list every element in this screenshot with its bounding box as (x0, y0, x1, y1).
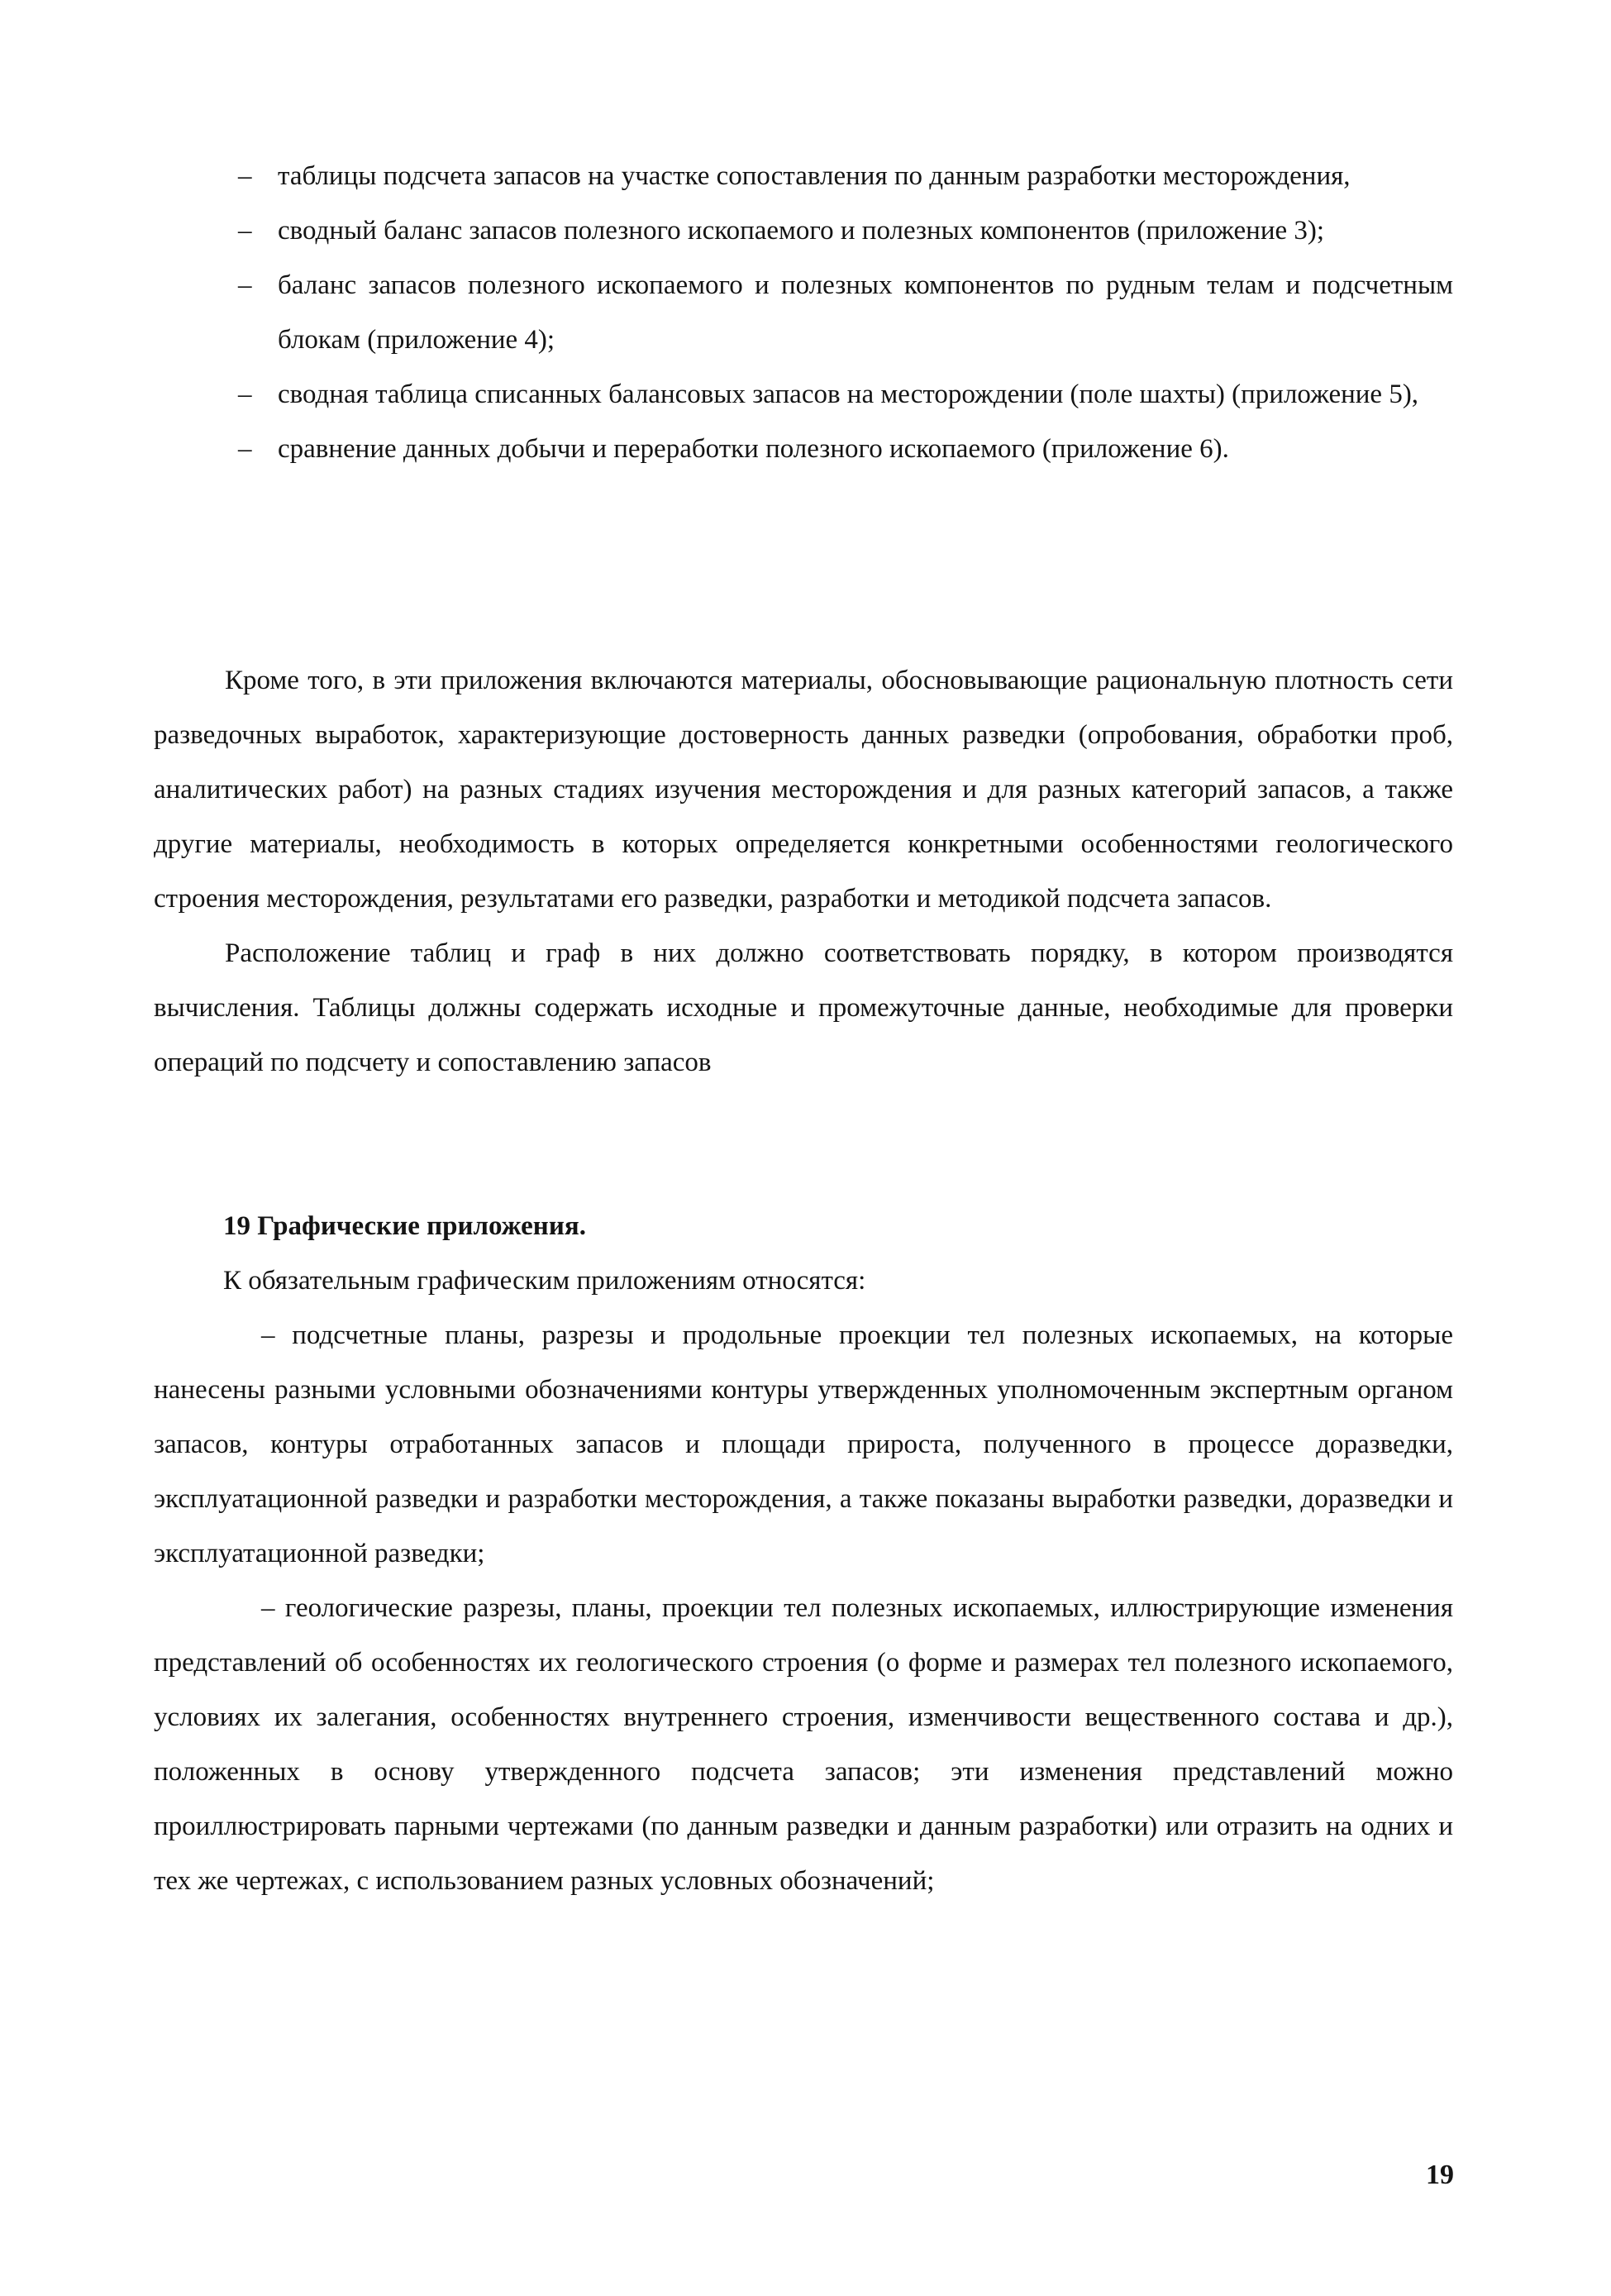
list-item-text: баланс запасов полезного ископаемого и полезных компонентов по рудным телам и подсчетным блокам (приложение 4); (278, 270, 1453, 355)
list-dash: – (238, 379, 252, 409)
page-number: 19 (1426, 2160, 1454, 2190)
list-dash: – (238, 216, 252, 246)
list-item (238, 422, 1453, 476)
appendix-list (238, 149, 1453, 476)
section-item-sections: – геологические разрезы, планы, проекции тел полезных ископаемых, иллюстрирующие изменения представлений об особенностях их геологического строения (о форме и размерах тел полезного ископаемого, условиях их залегания, особенностях внутреннего строения, изменчивости вещественного состава и др.), положенных в основу утвержденного подсчета запасов; эти изменения представлений можно проиллюстрировать парными чертежами (по данным разведки и данным разработки) или отразить на одних и тех же чертежах, с использованием разных условных обозначений; (154, 1593, 1453, 1896)
list-item (238, 367, 1453, 422)
list-item-text: сравнение данных добычи и переработки полезного ископаемого (приложение 6). (278, 434, 1229, 464)
paragraph-materials: Кроме того, в эти приложения включаются материалы, обосновывающие рациональную плотность сети разведочных выработок, характеризующие достоверность данных разведки (опробования, обработки проб, аналитических работ) на разных стадиях изучения месторождения и для разных категорий запасов, а также другие материалы, необходимость в которых определяется конкретными особенностями геологического строения месторождения, результатами его разведки, разработки и методикой подсчета запасов. (154, 666, 1453, 914)
section-intro: К обязательным графическим приложениям относятся: (223, 1266, 866, 1296)
paragraph-tables-layout: Расположение таблиц и граф в них должно соответствовать порядку, в котором производятся вычисления. Таблицы должны содержать исходные и промежуточные данные, необходимые для проверки операций по подсчету и сопоставлению запасов (154, 938, 1453, 1077)
section-items (154, 1308, 1453, 1908)
list-item-text: таблицы подсчета запасов на участке сопоставления по данным разработки месторождения, (278, 161, 1351, 191)
list-item-text: сводная таблица списанных балансовых запасов на месторождении (поле шахты) (приложение 5), (278, 379, 1419, 409)
body-paragraphs (154, 653, 1453, 1090)
list-dash: – (238, 434, 252, 464)
list-dash: – (238, 161, 252, 191)
list-item (238, 258, 1453, 367)
section-item-plans: – подсчетные планы, разрезы и продольные проекции тел полезных ископаемых, на которые нанесены разными условными обозначениями контуры утвержденных уполномоченным экспертным органом запасов, контуры отработанных запасов и площади прироста, полученного в процессе доразведки, эксплуатационной разведки и разработки месторождения, а также показаны выработки разведки, доразведки и эксплуатационной разведки; (154, 1320, 1453, 1568)
list-item (238, 149, 1453, 203)
list-item-text: сводный баланс запасов полезного ископаемого и полезных компонентов (приложение 3); (278, 216, 1325, 246)
list-dash: – (238, 270, 252, 300)
section-heading: 19 Графические приложения. (223, 1211, 586, 1241)
list-item (238, 203, 1453, 258)
